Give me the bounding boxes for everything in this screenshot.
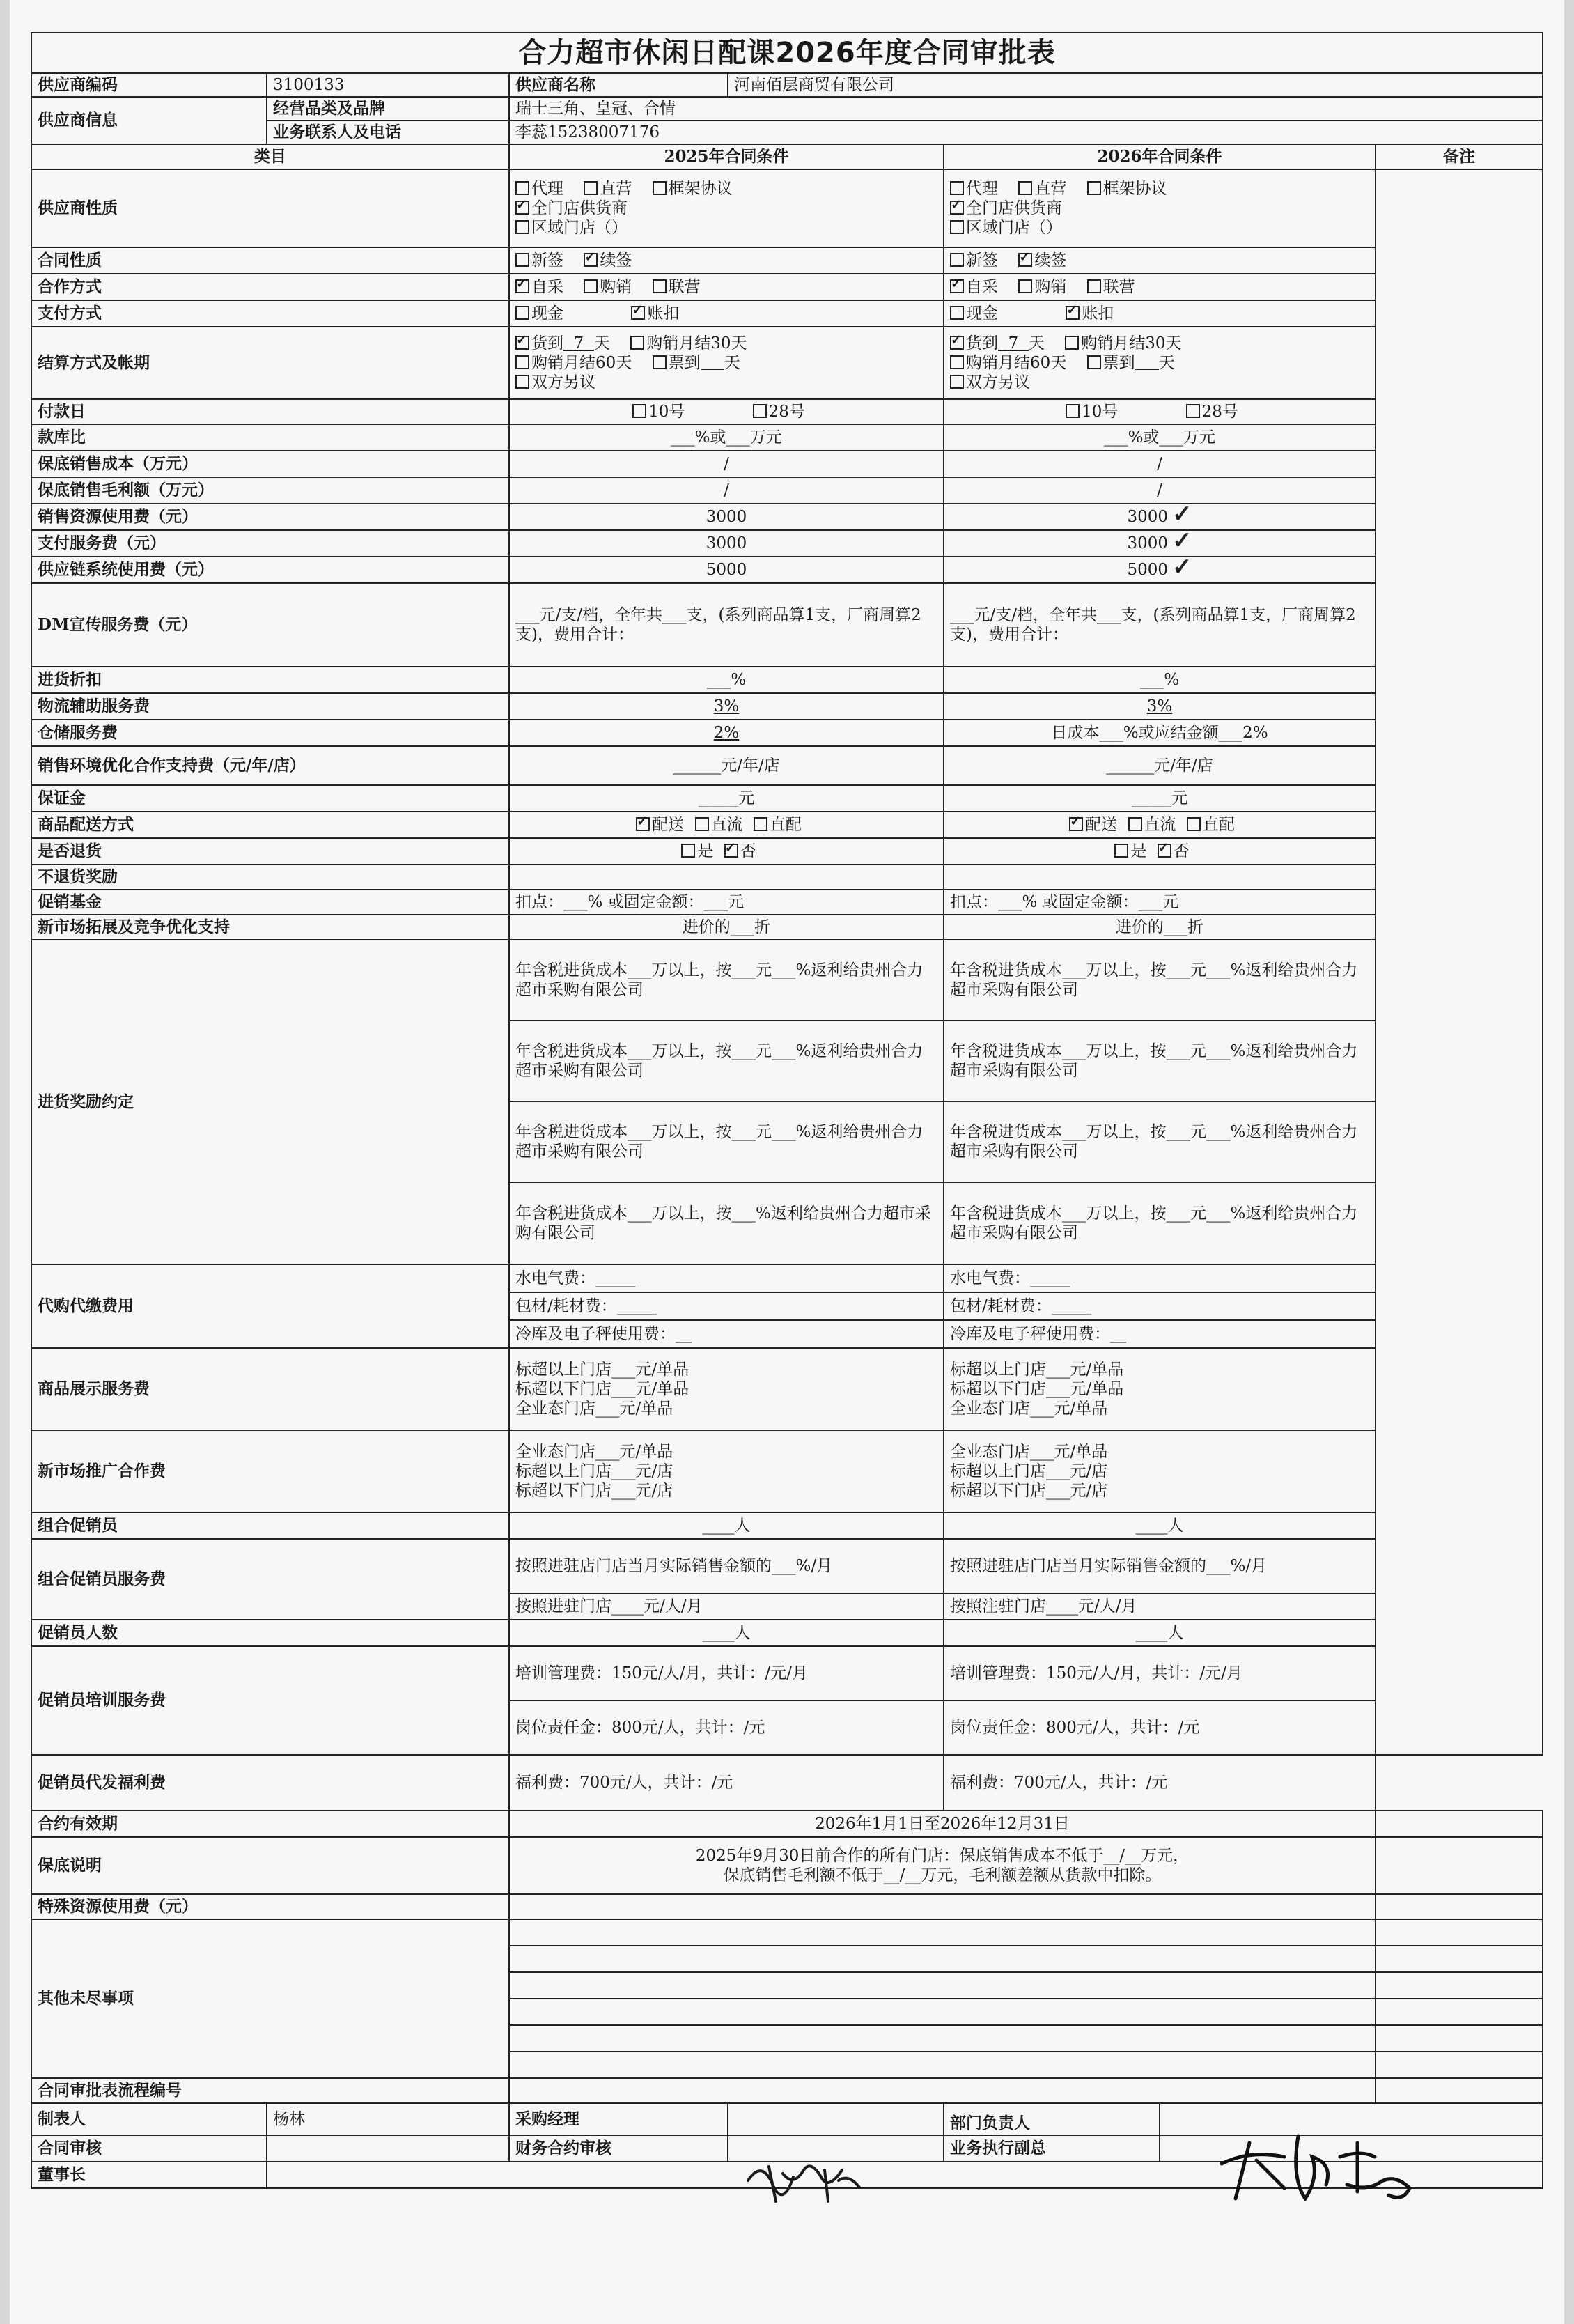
checkbox-yes-2025[interactable]: [681, 844, 695, 858]
market-promo-2-2025: 标超以上门店___元/店: [515, 1462, 673, 1481]
review-label: 合同审核: [31, 2135, 267, 2162]
row-label-guarantee-note: 保底说明: [31, 1837, 509, 1894]
checkbox-agency-2025[interactable]: [515, 181, 529, 195]
checkbox-goods-arrival-2026[interactable]: [950, 336, 964, 350]
guar-cost-2026: /: [944, 451, 1376, 477]
row-label-nature: 供应商性质: [31, 169, 509, 247]
utility-2025: 水电气费：_____: [509, 1264, 944, 1292]
row-label-contract-nature: 合同性质: [31, 247, 509, 274]
row-label-settlement: 结算方式及帐期: [31, 327, 509, 399]
row-label-guar-cost: 保底销售成本（万元）: [31, 451, 509, 477]
checkbox-goods-arrival-2025[interactable]: [515, 336, 529, 350]
checkbox-yes-2026[interactable]: [1114, 844, 1128, 858]
preparer-label: 制表人: [31, 2103, 267, 2135]
checkbox-direct-dist-2026[interactable]: [1187, 817, 1201, 831]
checkbox-ticket-2026[interactable]: [1087, 355, 1101, 369]
header-2025: 2025年合同条件: [509, 144, 944, 169]
checkbox-direct-2026[interactable]: [1018, 181, 1032, 195]
checkbox-direct-flow-2026[interactable]: [1128, 817, 1142, 831]
contact: 李蕊15238007176: [509, 121, 1543, 144]
combo-fee-1-2026: 按照进驻店门店当月实际销售金额的___%/月: [944, 1539, 1376, 1593]
sales-resource-2026: 3000 ✓: [944, 504, 1376, 530]
checkbox-ticket-2025[interactable]: [653, 355, 667, 369]
warehouse-2025: 2%: [509, 720, 944, 746]
row-label-logistics: 物流辅助服务费: [31, 693, 509, 720]
reward-3-2025: 年含税进货成本___万以上，按___元___%返利给贵州合力超市采购有限公司: [509, 1101, 944, 1182]
row-label-pay-service: 支付服务费（元）: [31, 530, 509, 557]
checkbox-joint-2025[interactable]: [653, 279, 667, 293]
new-market-2025: 进价的___折: [509, 915, 944, 940]
row-label-new-market: 新市场拓展及竞争优化支持: [31, 915, 509, 940]
nature-2025: 代理 直营 框架协议 ✓全门店供货商 区域门店（）: [509, 169, 944, 247]
row-label-other: 其他未尽事项: [31, 1919, 509, 2078]
combo-fee-2-2025: 按照进驻门店____元/人/月: [509, 1593, 944, 1620]
env-support-2026: ______元/年/店: [944, 746, 1376, 785]
approval-form: [31, 32, 1542, 2300]
checkbox-negotiate-2026[interactable]: [950, 375, 964, 389]
checkbox-framework-2026[interactable]: [1087, 181, 1101, 195]
supplier-info-label: 供应商信息: [31, 97, 267, 144]
checkbox-no-2026[interactable]: [1158, 844, 1171, 858]
market-promo-3-2025: 标超以下门店___元/店: [515, 1482, 673, 1501]
row-label-stock-ratio: 款库比: [31, 424, 509, 451]
row-label-promoter-training: 促销员培训服务费: [31, 1646, 509, 1755]
checkbox-deliver-2025[interactable]: [636, 817, 650, 831]
guarantee-note: [509, 1837, 1376, 1894]
row-label-agency-fee: 代购代缴费用: [31, 1264, 509, 1348]
supplier-code: 3100133: [267, 73, 509, 97]
row-label-promoter-count: 促销员人数: [31, 1620, 509, 1646]
row-label-env-support: 销售环境优化合作支持费（元/年/店）: [31, 746, 509, 785]
display-2-2026: 标超以下门店___元/单品: [950, 1380, 1124, 1399]
guar-margin-2025: /: [509, 477, 944, 504]
paper-sheet: [10, 0, 1564, 2324]
row-label-validity: 合约有效期: [31, 1811, 509, 1837]
supplier-name-label: 供应商名称: [509, 73, 728, 97]
dept-head-signature-cell: [1160, 2103, 1543, 2135]
checkbox-renew-2026[interactable]: [1018, 253, 1032, 267]
logistics-2026: 3%: [944, 693, 1376, 720]
training-1-2026: 培训管理费：150元/人/月，共计：/元/月: [944, 1646, 1376, 1701]
training-2-2025: 岗位责任金：800元/人，共计：/元: [509, 1701, 944, 1755]
market-promo-1-2025: 全业态门店___元/单品: [515, 1443, 673, 1462]
checkbox-day10-2025[interactable]: [632, 404, 646, 418]
display-3-2025: 全业态门店___元/单品: [515, 1400, 673, 1418]
checkbox-self-2025[interactable]: [515, 279, 529, 293]
row-label-flow-no: 合同审批表流程编号: [31, 2078, 509, 2103]
supply-chain-2026: 5000 ✓: [944, 557, 1376, 583]
combo-fee-2-2026: 按照注驻门店____元/人/月: [944, 1593, 1376, 1620]
combo-promoter-2026: ____人: [944, 1512, 1376, 1539]
checkbox-day28-2025[interactable]: [753, 404, 767, 418]
checkbox-monthly60-2025[interactable]: [515, 355, 529, 369]
row-label-new-market-promo: 新市场推广合作费: [31, 1430, 509, 1512]
row-label-sales-resource: 销售资源使用费（元）: [31, 504, 509, 530]
warehouse-2026: 日成本___%或应结金额___2%: [944, 720, 1376, 746]
row-label-combo-promoter-fee: 组合促销员服务费: [31, 1539, 509, 1620]
checkbox-monthly30-2025[interactable]: [630, 336, 644, 350]
market-promo-2-2026: 标超以上门店___元/店: [950, 1462, 1108, 1481]
checkbox-deduct-2026[interactable]: [1066, 306, 1080, 320]
row-label-payment: 支付方式: [31, 300, 509, 327]
vp-label: 业务执行副总: [944, 2135, 1160, 2162]
finance-label: 财务合约审核: [509, 2135, 728, 2162]
checkbox-deduct-2025[interactable]: [631, 306, 645, 320]
combo-fee-1-2025: 按照进驻店门店当月实际销售金额的___%/月: [509, 1539, 944, 1593]
supply-chain-2025: 5000: [509, 557, 944, 583]
guar-margin-2026: /: [944, 477, 1376, 504]
guarantee-line-1: 2025年9月30日前合作的所有门店：保底销售成本不低于__/__万元，: [695, 1847, 1190, 1866]
checkbox-joint-2026[interactable]: [1087, 279, 1101, 293]
checkbox-cash-2026[interactable]: [950, 306, 964, 320]
promoter-count-2025: ____人: [509, 1620, 944, 1646]
guarantee-line-2: 保底销售毛利额不低于__/__万元，毛利额差额从货款中扣除。: [723, 1866, 1162, 1885]
display-3-2026: 全业态门店___元/单品: [950, 1400, 1108, 1418]
sales-resource-2025: 3000: [509, 504, 944, 530]
checkbox-framework-2025[interactable]: [653, 181, 667, 195]
checkbox-new-2026[interactable]: [950, 253, 964, 267]
stock-ratio-2025: ___%或___万元: [509, 424, 944, 451]
reward-1-2026: 年含税进货成本___万以上，按___元___%返利给贵州合力超市采购有限公司: [944, 940, 1376, 1021]
deposit-2026: _____元: [944, 785, 1376, 812]
promoter-count-2026: ____人: [944, 1620, 1376, 1646]
new-market-2026: 进价的___折: [944, 915, 1376, 940]
row-label-special-resource: 特殊资源使用费（元）: [31, 1894, 509, 1919]
no-return-reward-2025: [509, 865, 944, 890]
checkbox-self-2026[interactable]: [950, 279, 964, 293]
logistics-2025: 3%: [509, 693, 944, 720]
stock-ratio-2026: ___%或___万元: [944, 424, 1376, 451]
chair-label: 董事长: [31, 2162, 267, 2188]
row-label-deposit: 保证金: [31, 785, 509, 812]
row-label-dm: DM宣传服务费（元）: [31, 583, 509, 667]
checkbox-regional-2026[interactable]: [950, 220, 964, 234]
row-label-combo-promoter: 组合促销员: [31, 1512, 509, 1539]
checkbox-deliver-2026[interactable]: [1069, 817, 1083, 831]
checkbox-cash-2025[interactable]: [515, 306, 529, 320]
display-1-2026: 标超以上门店___元/单品: [950, 1361, 1124, 1379]
row-label-guar-margin: 保底销售毛利额（万元）: [31, 477, 509, 504]
checkbox-all-stores-2025[interactable]: [515, 201, 529, 215]
market-promo-3-2026: 标超以下门店___元/店: [950, 1482, 1108, 1501]
header-category: 类目: [31, 144, 509, 169]
validity-period: 2026年1月1日至2026年12月31日: [509, 1811, 1376, 1837]
row-label-supply-chain: 供应链系统使用费（元）: [31, 557, 509, 583]
guar-cost-2025: /: [509, 451, 944, 477]
checkbox-negotiate-2025[interactable]: [515, 375, 529, 389]
checkbox-direct-2025[interactable]: [584, 181, 598, 195]
env-support-2025: ______元/年/店: [509, 746, 944, 785]
cold-storage-2025: 冷库及电子秤使用费：__: [509, 1320, 944, 1348]
welfare-2025: 福利费：700元/人，共计：/元: [509, 1755, 944, 1811]
row-label-delivery-mode: 商品配送方式: [31, 812, 509, 838]
checkbox-direct-dist-2025[interactable]: [754, 817, 767, 831]
handwritten-check-mark: ✓: [1172, 530, 1192, 555]
market-promo-1-2026: 全业态门店___元/单品: [950, 1443, 1108, 1462]
row-label-warehouse: 仓储服务费: [31, 720, 509, 746]
row-label-cooperation: 合作方式: [31, 274, 509, 300]
reward-2-2025: 年含税进货成本___万以上，按___元___%返利给贵州合力超市采购有限公司: [509, 1021, 944, 1101]
reward-3-2026: 年含税进货成本___万以上，按___元___%返利给贵州合力超市采购有限公司: [944, 1101, 1376, 1182]
handwritten-check-mark: ✓: [1172, 557, 1192, 582]
row-label-returnable: 是否退货: [31, 838, 509, 865]
buyer-signature-cell: [728, 2103, 944, 2135]
checkbox-consign-2025[interactable]: [584, 279, 598, 293]
contact-label: 业务联系人及电话: [267, 121, 509, 144]
discount-2026: ___%: [944, 667, 1376, 693]
display-2-2025: 标超以下门店___元/单品: [515, 1380, 689, 1399]
supplier-name: 河南佰层商贸有限公司: [728, 73, 1543, 97]
promo-fund-2026: 扣点：___% 或固定金额：___元: [944, 890, 1376, 915]
discount-2025: ___%: [509, 667, 944, 693]
promo-fund-2025: 扣点：___% 或固定金额：___元: [509, 890, 944, 915]
form-title: 合力超市休闲日配课2026年度合同审批表: [31, 33, 1543, 73]
nature-2026: 代理 直营 框架协议 ✓全门店供货商 区域门店（）: [944, 169, 1376, 247]
packaging-2025: 包材/耗材费：_____: [509, 1292, 944, 1320]
checkbox-day10-2026[interactable]: [1066, 404, 1080, 418]
buyer-label: 采购经理: [509, 2103, 728, 2135]
preparer-name: 杨林: [267, 2103, 509, 2135]
reward-1-2025: 年含税进货成本___万以上，按___元___%返利给贵州合力超市采购有限公司: [509, 940, 944, 1021]
checkbox-consign-2026[interactable]: [1018, 279, 1032, 293]
checkbox-all-stores-2026[interactable]: [950, 201, 964, 215]
pay-service-2026: 3000 ✓: [944, 530, 1376, 557]
checkbox-renew-2025[interactable]: [584, 253, 598, 267]
checkbox-monthly60-2026[interactable]: [950, 355, 964, 369]
row-label-display-fee: 商品展示服务费: [31, 1348, 509, 1430]
checkbox-no-2025[interactable]: [724, 844, 738, 858]
reward-4-2025: 年含税进货成本___万以上，按___%返利给贵州合力超市采购有限公司: [509, 1182, 944, 1264]
checkbox-day28-2026[interactable]: [1186, 404, 1200, 418]
checkbox-regional-2025[interactable]: [515, 220, 529, 234]
combo-promoter-2025: ____人: [509, 1512, 944, 1539]
row-label-promo-fund: 促销基金: [31, 890, 509, 915]
handwritten-check-mark: ✓: [1172, 504, 1192, 529]
training-2-2026: 岗位责任金：800元/人，共计：/元: [944, 1701, 1376, 1755]
checkbox-new-2025[interactable]: [515, 253, 529, 267]
header-2026: 2026年合同条件: [944, 144, 1376, 169]
remark-column: [1376, 169, 1543, 1755]
category-brand-label: 经营品类及品牌: [267, 97, 509, 121]
reward-2-2026: 年含税进货成本___万以上，按___元___%返利给贵州合力超市采购有限公司: [944, 1021, 1376, 1101]
row-label-pay-day: 付款日: [31, 399, 509, 424]
welfare-2026: 福利费：700元/人，共计：/元: [944, 1755, 1376, 1811]
row-label-promoter-welfare: 促销员代发福利费: [31, 1755, 509, 1811]
no-return-reward-2026: [944, 865, 1376, 890]
checkbox-monthly30-2026[interactable]: [1065, 336, 1079, 350]
training-1-2025: 培训管理费：150元/人/月，共计：/元/月: [509, 1646, 944, 1701]
category-brand: 瑞士三角、皇冠、合情: [509, 97, 1543, 121]
row-label-purchase-reward: 进货奖励约定: [31, 940, 509, 1264]
display-1-2025: 标超以上门店___元/单品: [515, 1361, 689, 1379]
row-label-purchase-discount: 进货折扣: [31, 667, 509, 693]
row-label-no-return-reward: 不退货奖励: [31, 865, 509, 890]
pay-service-2025: 3000: [509, 530, 944, 557]
header-remark: 备注: [1376, 144, 1543, 169]
dept-head-label: 部门负责人: [944, 2103, 1160, 2135]
reward-4-2026: 年含税进货成本___万以上，按___元___%返利给贵州合力超市采购有限公司: [944, 1182, 1376, 1264]
dm-2026: ___元/支/档，全年共___支，(系列商品算1支，厂商周算2支)，费用合计：: [944, 583, 1376, 667]
approval-table: 合力超市休闲日配课2026年度合同审批表 供应商编码 3100133 供应商名称 河南佰层商贸有限公司 供应商信息 经营品类及品牌 瑞士三角、皇冠、合情 业务联系人及电话 李蕊15238007176 类目 2025年合同条件 2026年合同条件 备注 供应商性质 代理 直营 框架协议 ✓全门店供货商 区域门店（） 代理 直营 框架协议 ✓全门店供货商 区域门店（） 合同性质 新签 ✓ 续签 新签 ✓ 续签 合作方式 ✓ 自采 购销 联营 ✓ 自采 购销 联营 支付方式 现金 ✓ 账扣 现金 ✓ 账扣 结算方式及帐期 ✓货到 7 天 购销月结30天 购销月结60天 票到 天 双方另议 ✓货到 7 天 购销月结30天 购销月结60天 票到 天 双方另议 付款日 10号 28号 10号 28号 款库比 ___%或___万元 ___%或___万元 保底销售成本（万元） / / 保底销售毛利额（万元） / / 销售资源使用费（元） 3000 3000 ✓ 支付服务费（元） 3000 3000 ✓ 供应链系统使用费（元） 5000 5000 ✓ DM宣传服务费（元） ___元/支/档，全年共___支，(系列商品算1支，厂商周算2支)，费用合计： ___元/支/档，全年共___支，(系列商品算1支，厂商周算2支)，费用合计： 进货折扣 ___% ___% 物流辅助服务费 3% 3% 仓储服务费 2% 日成本___%或应结金额___2% 销售环境优化合作支持费（元/年/店） ______元/年/店 ______元/年/店 保证金 _____元 _____元 商品配送方式 ✓ 配送 直流 直配 ✓ 配送 直流 直配 是否退货 是 ✓ 否 是 ✓ 否 不退货奖励 促销基金 扣点：___% 或固定金额：___元 扣点：___% 或固定金额：___元 新市场拓展及竞争优化支持 进价的___折 进价的___折 进货奖励约定 年含税进货成本___万以上，按___元___%返利给贵州合力超市采购有限公司 年含税进货成本___万以上，按___元___%返利给贵州合力超市采购有限公司 年含税进货成本___万以上，按___元___%返利给贵州合力超市采购有限公司 年含税进货成本___万以上，按___元___%返利给贵州合力超市采购有限公司 年含税进货成本___万以上，按___元___%返利给贵州合力超市采购有限公司 年含税进货成本___万以上，按___元___%返利给贵州合力超市采购有限公司 年含税进货成本___万以上，按___%返利给贵州合力超市采购有限公司 年含税进货成本___万以上，按___元___%返利给贵州合力超市采购有限公司 代购代缴费用 水电气费：_____ 水电气费：_____ 包材/耗材费：_____ 包材/耗材费：_____ 冷库及电子秤使用费：__ 冷库及电子秤使用费：__ 商品展示服务费 标超以上门店___元/单品 标超以下门店___元/单品 全业态门店___元/单品 标超以上门店___元/单品 标超以下门店___元/单品 全业态门店___元/单品 新市场推广合作费 全业态门店___元/单品 标超以上门店___元/店 标超以下门店___元/店 全业态门店___元/单品 标超以上门店___元/店 标超以下门店___元/店 组合促销员 ____人 ____人 组合促销员服务费 按照进驻店门店当月实际销售金额的___%/月 按照进驻店门店当月实际销售金额的___%/月 按照进驻门店____元/人/月 按照注驻门店____元/人/月 促销员人数 ____人 ____人 促销员培训服务费 培训管理费：150元/人/月，共计：/元/月 培训管理费：150元/人/月，共计：/元/月 岗位责任金：800元/人，共计：/元 岗位责任金：800元/人，共计：/元 促销员代发福利费 福利费：700元/人，共计：/元 福利费：700元/人，共计：/元 合约有效期 2026年1月1日至2026年12月31日 保底说明 2025年9月30日前合作的所有门店：保底销售成本不低于__/__万元， 保底销售毛利额不低于__/__万元，毛利额差额从货款中扣除。 特殊资源使用费（元） 其他未尽事项 合同审批表流程编号 制表人 杨林 采购经理 部门负责人 合同审核 财务合约审核 业务执行副总 董事长: [31, 32, 1543, 2189]
checkbox-direct-flow-2025[interactable]: [695, 817, 709, 831]
dm-2025: ___元/支/档，全年共___支，(系列商品算1支，厂商周算2支)，费用合计：: [509, 583, 944, 667]
cold-storage-2026: 冷库及电子秤使用费：__: [944, 1320, 1376, 1348]
supplier-code-label: 供应商编码: [31, 73, 267, 97]
checkbox-agency-2026[interactable]: [950, 181, 964, 195]
deposit-2025: _____元: [509, 785, 944, 812]
packaging-2026: 包材/耗材费：_____: [944, 1292, 1376, 1320]
utility-2026: 水电气费：_____: [944, 1264, 1376, 1292]
